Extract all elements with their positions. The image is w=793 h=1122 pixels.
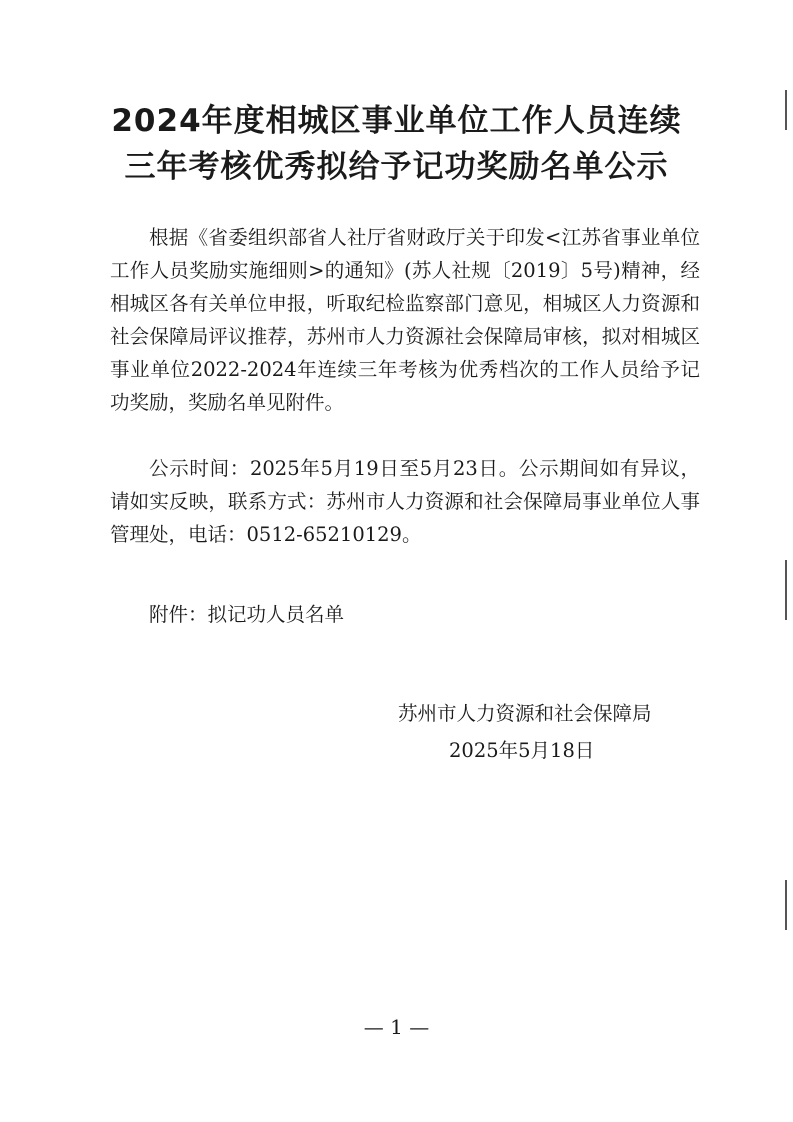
signature-organization: 苏州市人力资源和社会保障局 <box>398 702 652 725</box>
body-paragraph-1: 根据《省委组织部省人社厅省财政厅关于印发<江苏省事业单位工作人员奖励实施细则>的通知》(苏人社规〔2019〕5号)精神，经相城区各有关单位申报，听取纪检监察部门意见，相城区人力资源和社会保障局评议推荐，苏州市人力资源社会保障局审核，拟对相城区事业单位2022-2024年连续三年考核为优秀档次的工作人员给予记功奖励，奖励名单见附件。 <box>110 226 700 414</box>
scan-edge-mark <box>785 880 787 930</box>
scan-edge-mark <box>785 560 787 620</box>
page-number: — 1 — <box>363 1015 430 1039</box>
signature-date: 2025年5月18日 <box>449 739 595 762</box>
document-title-line-1: 2024年度相城区事业单位工作人员连续 <box>111 103 682 139</box>
attachment-note: 附件：拟记功人员名单 <box>149 603 345 626</box>
document-title-line-2: 三年考核优秀拟给予记功奖励名单公示 <box>124 149 669 185</box>
body-paragraph-2: 公示时间：2025年5月19日至5月23日。公示期间如有异议，请如实反映，联系方式：苏州市人力资源和社会保障局事业单位人事管理处，电话：0512-65210129。 <box>110 457 700 546</box>
scan-edge-mark <box>785 90 787 130</box>
